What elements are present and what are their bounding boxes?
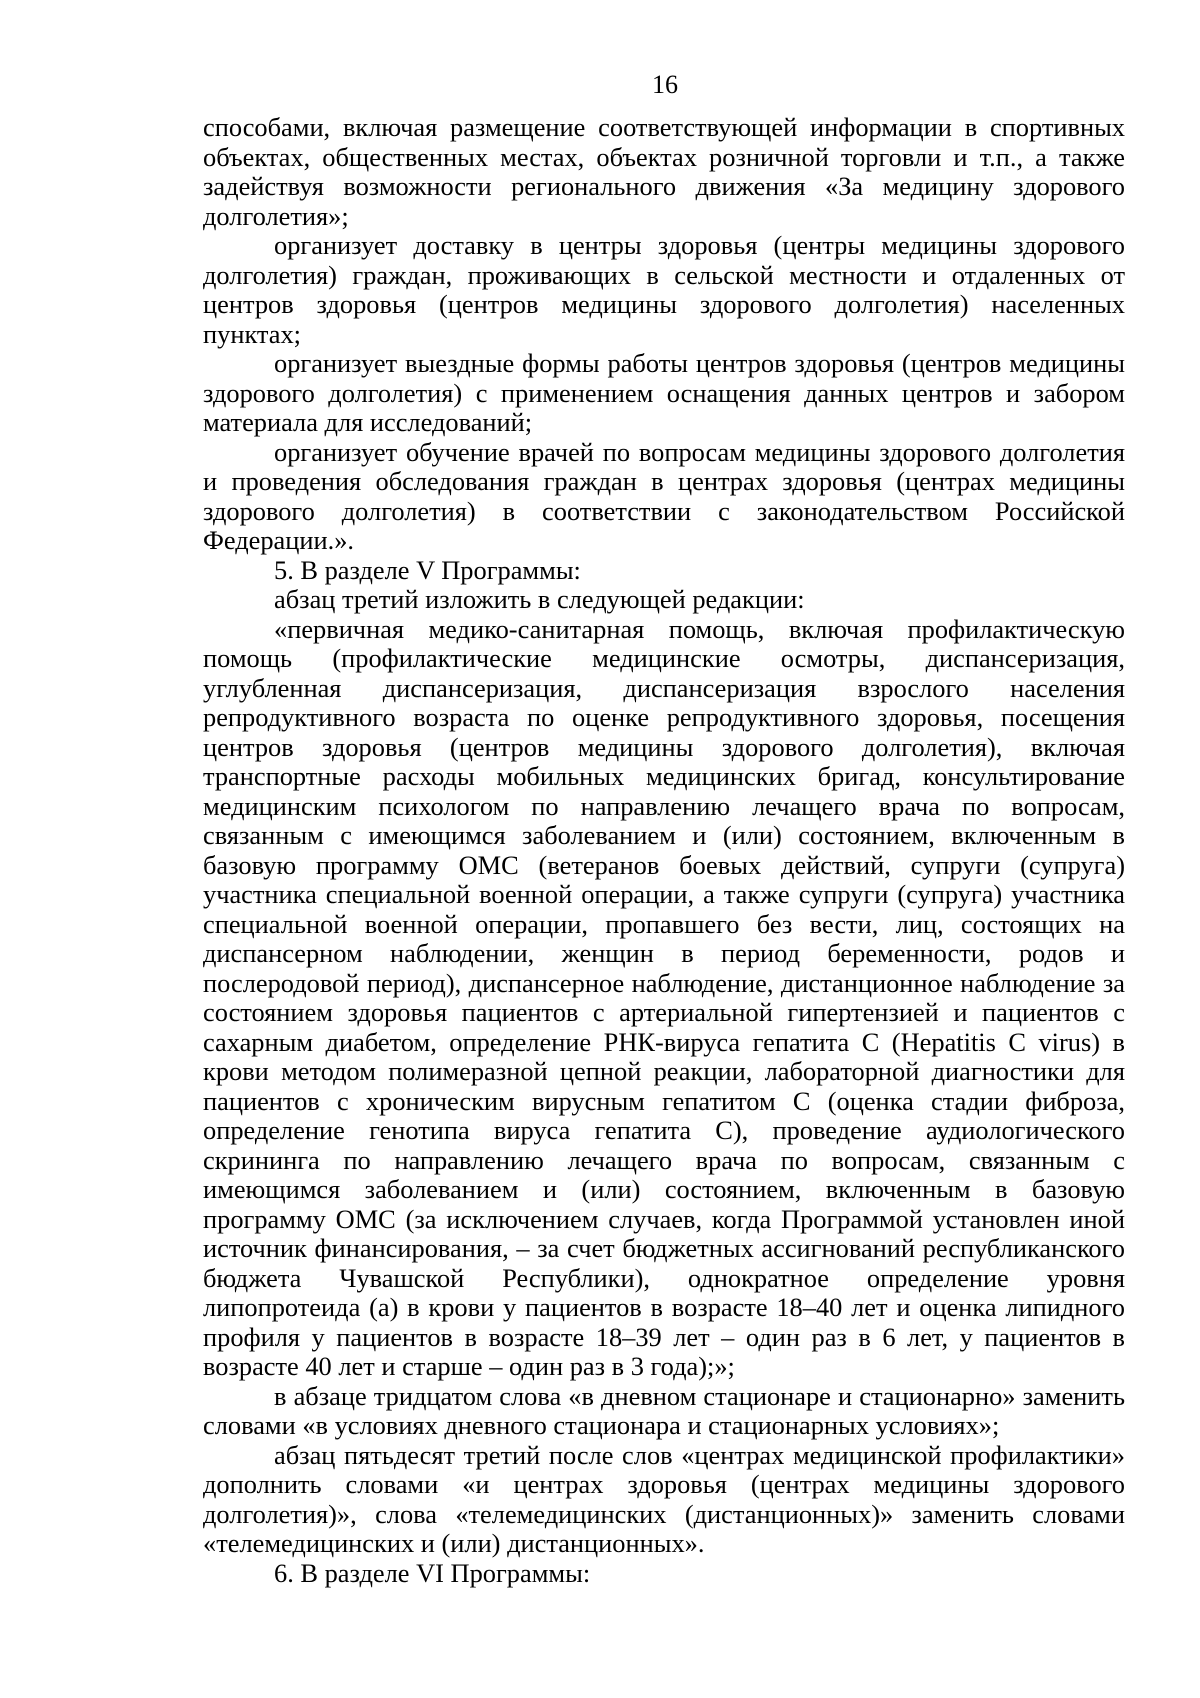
page-number: 16	[652, 70, 678, 99]
paragraph-outreach: организует выездные формы работы центров здоровья (центров медицины здорового долголетия) с применением оснащения данных центров и забором материала для исследований;	[203, 348, 1125, 437]
paragraph-delivery: организует доставку в центры здоровья (центры медицины здорового долголетия) граждан, проживающих в сельской местности и отдаленных от центров здоровья (центров медицины здорового долголетия) населенных пунктах;	[203, 230, 1125, 349]
paragraph-amend-thirtieth: в абзаце тридцатом слова «в дневном стационаре и стационарно» заменить словами «в условиях дневного стационара и стационарных условиях»;	[203, 1380, 1125, 1440]
paragraph-amend-fifty-third: абзац пятьдесят третий после слов «центрах медицинской профилактики» дополнить словами «и центрах здоровья (центрах медицины здорового долголетия)», слова «телемедицинских (дистанционных)» заменить словами «телемедицинских и (или) дистанционных».	[203, 1439, 1125, 1558]
paragraph-continuation: способами, включая размещение соответствующей информации в спортивных объектах, общественных местах, объектах розничной торговли и т.п., а также задействуя возможности регионального движения «За медицину здорового долголетия»;	[203, 112, 1125, 231]
paragraph-primary-care: «первичная медико-санитарная помощь, включая профилактическую помощь (профилактические медицинские осмотры, диспансеризация, углубленная диспансеризация, диспансеризация взрослого населения репродуктивного возраста по оценке репродуктивного здоровья, посещения центров здоровья (центров медицины здорового долголетия), включая транспортные расходы мобильных медицинских бригад, консультирование медицинским психологом по направлению лечащего врача по вопросам, связанным с имеющимся заболеванием и (или) состоянием, включенным в базовую программу ОМС (ветеранов боевых действий, супруги (супруга) участника специальной военной операции, а также супруги (супруга) участника специальной военной операции, пропавшего без вести, лиц, состоящих на диспансерном наблюдении, женщин в период беременности, родов и послеродовой период), диспансерное наблюдение, дистанционное наблюдение за состоянием здоровья пациентов с артериальной гипертензией и пациентов с сахарным диабетом, определение РНК-вируса гепатита C (Hepatitis C virus) в крови методом полимеразной цепной реакции, лабораторной диагностики для пациентов с хроническим вирусным гепатитом C (оценка стадии фиброза, определение генотипа вируса гепатита C), проведение аудиологического скрининга по направлению лечащего врача по вопросам, связанным с имеющимся заболеванием и (или) состоянием, включенным в базовую программу ОМС (за исключением случаев, когда Программой установлен иной источник финансирования, – за счет бюджетных ассигнований республиканского бюджета Чувашской Республики), однократное определение уровня липопротеида (а) в крови у пациентов в возрасте 18–40 лет и оценка липидного профиля у пациентов в возрасте 18–39 лет – один раз в 6 лет, у пациентов в возрасте 40 лет и старше – один раз в 3 года);»;	[203, 613, 1125, 1381]
paragraph-training: организует обучение врачей по вопросам медицины здорового долголетия и проведения обследования граждан в центрах здоровья (центрах медицины здорового долголетия) в соответствии с законодательством Российской Федерации.».	[203, 436, 1125, 555]
document-body	[203, 113, 1125, 1588]
section-v-heading: 5. В разделе V Программы:	[274, 554, 581, 585]
paragraph-amend-third: абзац третий изложить в следующей редакции:	[274, 584, 805, 614]
section-vi-heading: 6. В разделе VI Программы:	[274, 1557, 591, 1588]
